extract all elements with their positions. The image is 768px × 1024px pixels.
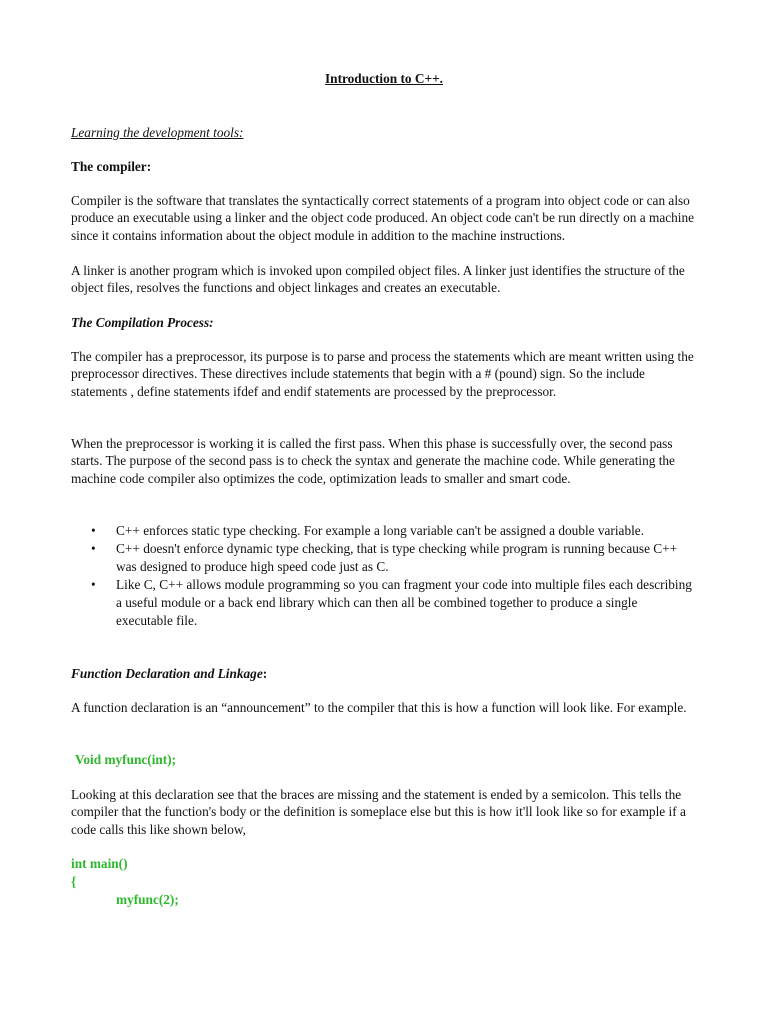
- compiler-paragraph-2: A linker is another program which is invoked upon compiled object files. A linker just identifies the structure of the object files, resolves the functions and object linkages and creates an executable.: [71, 263, 685, 296]
- compiler-heading: The compiler:: [71, 159, 152, 174]
- document-title: Introduction to C++.: [325, 71, 443, 86]
- function-paragraph-1: A function declaration is an “announcement” to the compiler that this is how a function will look like. For example.: [71, 700, 687, 715]
- function-heading-line: [71, 665, 695, 682]
- compilation-paragraph-2: When the preprocessor is working it is called the first pass. When this phase is successfully over, the second pass starts. The purpose of the second pass is to check the syntax and generate the machine code. While generating the machine code compiler also optimizes the code, optimization leads to smaller and smart code.: [71, 436, 675, 486]
- function-heading-colon: :: [262, 666, 268, 681]
- section-subtitle: Learning the development tools:: [71, 125, 244, 140]
- bullet-icon: •: [91, 577, 96, 592]
- compiler-paragraph-1: Compiler is the software that translates the syntactically correct statements of a program into object code or can also produce an executable using a linker and the object code produced. An object code can't be run directly on a machine since it contains information about the object module in addition to the machine instructions.: [71, 193, 695, 243]
- code-line-main: int main(): [71, 856, 128, 871]
- list-item-text: Like C, C++ allows module programming so you can fragment your code into multiple files each describing a useful module or a back end library which can then all be combined together to produce a single executable file.: [116, 577, 692, 628]
- compilation-paragraph-1: The compiler has a preprocessor, its purpose is to parse and process the statements which are meant written using the preprocessor directives. These directives include statements that begin with a # (pound) sign. So the include statements , define statements ifdef and endif statements are processed by the preprocessor.: [71, 349, 694, 399]
- code-line-brace: {: [71, 874, 77, 889]
- list-item: [71, 522, 695, 540]
- bullet-icon: •: [91, 541, 96, 556]
- list-item-text: C++ enforces static type checking. For example a long variable can't be assigned a double variable.: [116, 523, 645, 538]
- function-paragraph-2: Looking at this declaration see that the braces are missing and the statement is ended by a semicolon. This tells the compiler that the function's body or the definition is someplace else but this is how it'll look like so for example if a code calls this like shown below,: [71, 787, 686, 837]
- compilation-heading: The Compilation Process:: [71, 315, 214, 330]
- code-line-call: myfunc(2);: [116, 892, 179, 907]
- code-declaration: Void myfunc(int);: [75, 752, 177, 767]
- list-item: [71, 540, 695, 576]
- list-item-text: C++ doesn't enforce dynamic type checking, that is type checking while program is running because C++ was designed to produce high speed code just as C.: [116, 541, 678, 574]
- bullet-list: [71, 522, 695, 630]
- list-item: [71, 576, 695, 630]
- bullet-icon: •: [91, 523, 96, 538]
- function-heading: Function Declaration and Linkage: [71, 666, 263, 681]
